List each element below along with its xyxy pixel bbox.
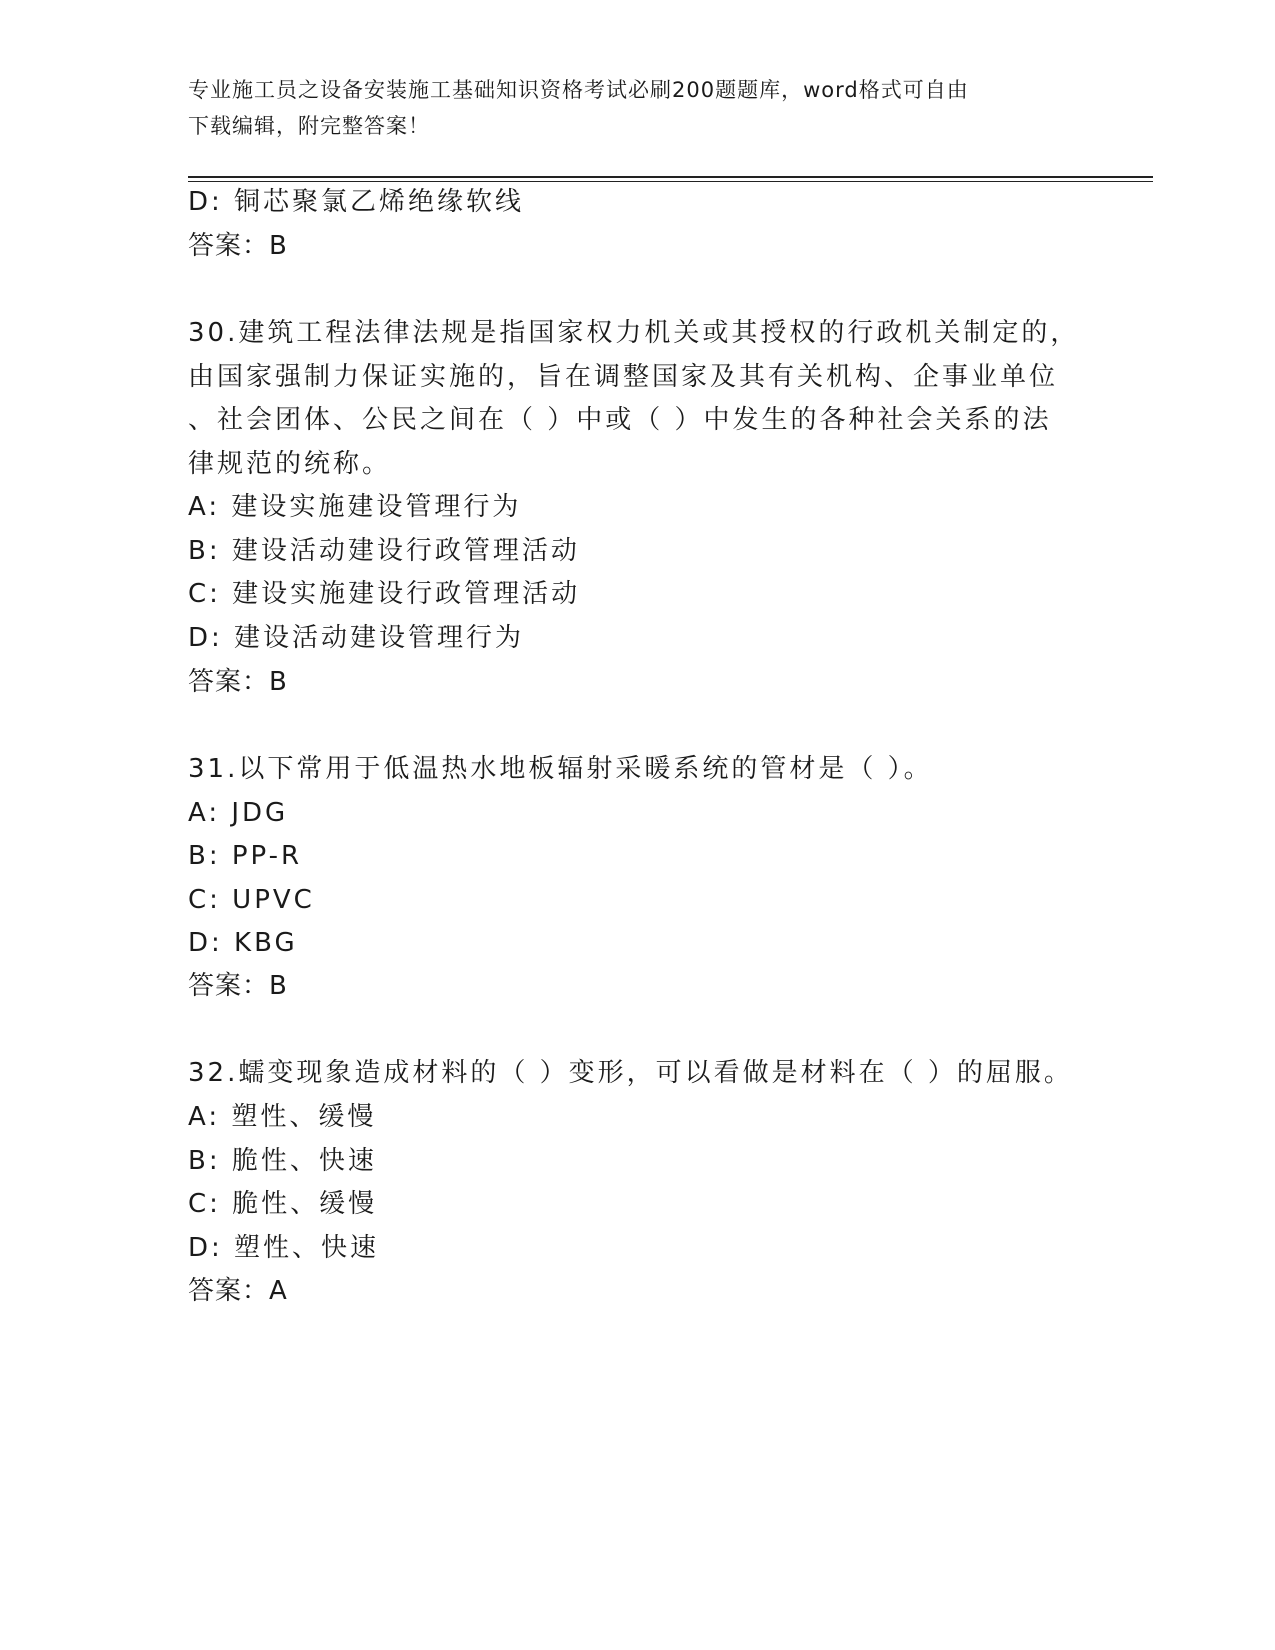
question-30-line-4: 律规范的统称。 xyxy=(188,449,392,479)
answer-q30: 答案：B xyxy=(188,667,288,697)
option-d-q32: D: 塑性、快速 xyxy=(188,1233,380,1263)
header-line-1: 专业施工员之设备安装施工基础知识资格考试必刷200题题库，word格式可自由 xyxy=(188,78,969,102)
answer-q32: 答案：A xyxy=(188,1276,288,1306)
option-c-q31: C: UPVC xyxy=(188,885,315,915)
option-c-q30: C: 建设实施建设行政管理活动 xyxy=(188,579,581,609)
question-30-line-1: 30.建筑工程法律法规是指国家权力机关或其授权的行政机关制定的， xyxy=(188,318,1080,348)
answer-q29: 答案：B xyxy=(188,231,288,261)
question-31: 31.以下常用于低温热水地板辐射采暖系统的管材是（ ）。 xyxy=(188,754,933,784)
option-d-q31: D: KBG xyxy=(188,928,298,958)
question-30-line-3: 、社会团体、公民之间在（ ）中或（ ）中发生的各种社会关系的法 xyxy=(188,405,1052,435)
question-32: 32.蠕变现象造成材料的（ ）变形，可以看做是材料在（ ）的屈服。 xyxy=(188,1058,1073,1088)
option-d-q30: D: 建设活动建设管理行为 xyxy=(188,623,525,653)
option-b-q31: B: PP-R xyxy=(188,841,303,871)
question-30-line-2: 由国家强制力保证实施的，旨在调整国家及其有关机构、企事业单位 xyxy=(188,362,1059,392)
answer-q31: 答案：B xyxy=(188,971,288,1001)
option-b-q30: B: 建设活动建设行政管理活动 xyxy=(188,536,580,566)
header-rule-thick xyxy=(188,176,1153,178)
option-a-q31: A: JDG xyxy=(188,798,289,828)
option-d-q29: D: 铜芯聚氯乙烯绝缘软线 xyxy=(188,187,525,217)
header-rule-thin xyxy=(188,181,1153,182)
option-c-q32: C: 脆性、缓慢 xyxy=(188,1189,378,1219)
header-line-2: 下载编辑，附完整答案！ xyxy=(188,114,430,138)
option-a-q32: A: 塑性、缓慢 xyxy=(188,1102,377,1132)
option-b-q32: B: 脆性、快速 xyxy=(188,1146,377,1176)
document-header xyxy=(188,72,1068,144)
option-a-q30: A: 建设实施建设管理行为 xyxy=(188,492,522,522)
